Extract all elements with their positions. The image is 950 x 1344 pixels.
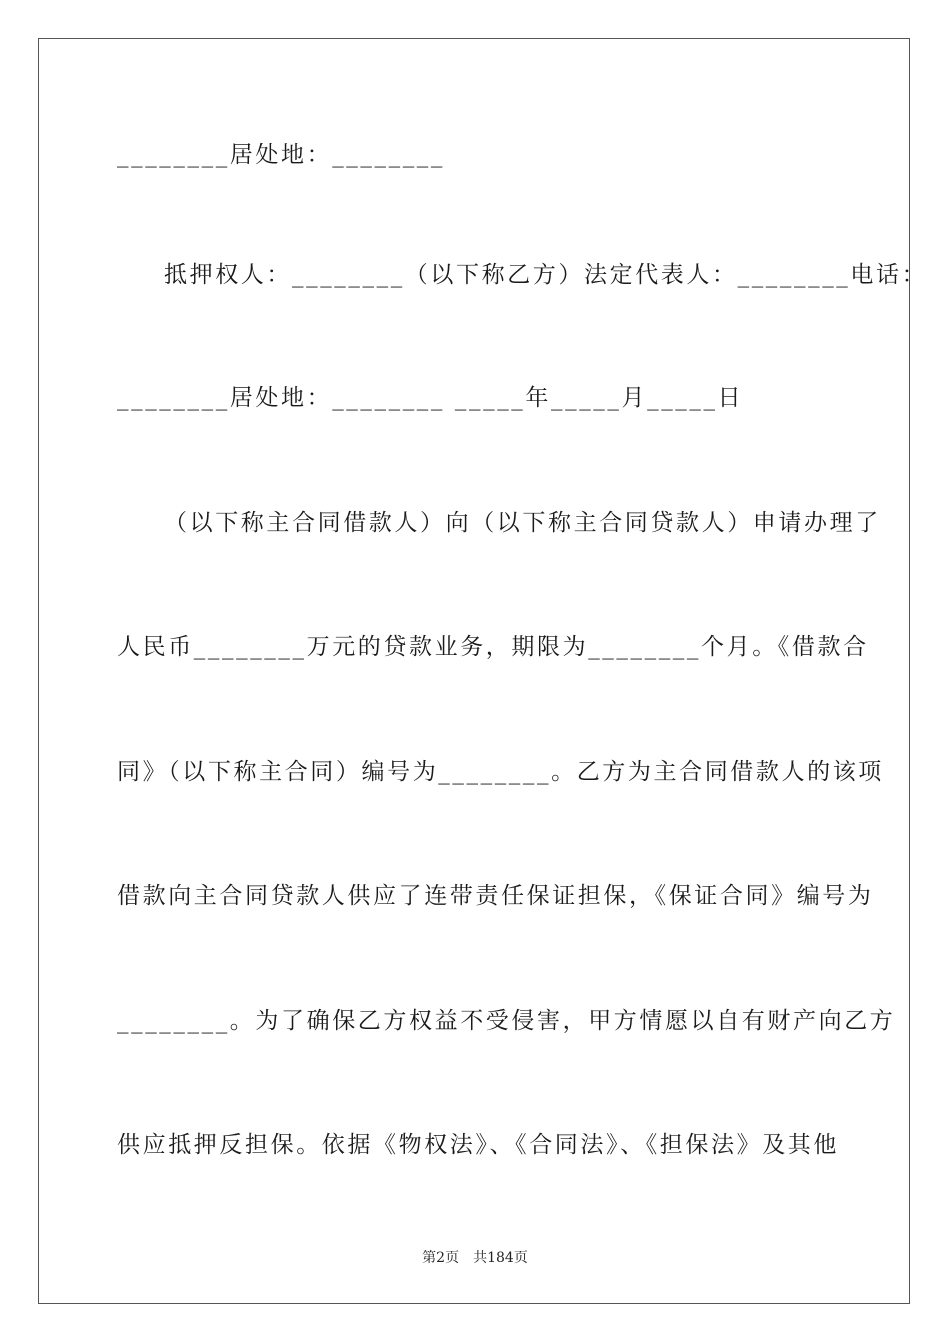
- body-paragraph-line-5: ________。为了确保乙方权益不受侵害，甲方情愿以自有财产向乙方: [117, 1008, 896, 1034]
- page-border: [38, 38, 928, 1304]
- page-footer: [0, 1248, 950, 1268]
- residence-line-a: ________居处地：________: [117, 142, 445, 168]
- page-number: 第2页: [422, 1250, 460, 1266]
- residence-date-line: ________居处地：________ _____年_____月_____日: [117, 385, 744, 411]
- body-paragraph-line-6: 供应抵押反担保。依据《物权法》、《合同法》、《担保法》及其他: [117, 1132, 839, 1158]
- body-paragraph-line-1: （以下称主合同借款人）向（以下称主合同贷款人）申请办理了: [164, 510, 881, 536]
- body-paragraph-line-4: 借款向主合同贷款人供应了连带责任保证担保，《保证合同》编号为: [117, 883, 874, 909]
- body-paragraph-line-2: 人民币________万元的贷款业务，期限为________个月。《借款合: [117, 634, 869, 660]
- total-pages: 共184页: [473, 1250, 528, 1266]
- mortgagee-line: 抵押权人：________（以下称乙方）法定代表人：________电话：: [164, 262, 928, 288]
- body-paragraph-line-3: 同》（以下称主合同）编号为________。乙方为主合同借款人的该项: [117, 759, 884, 785]
